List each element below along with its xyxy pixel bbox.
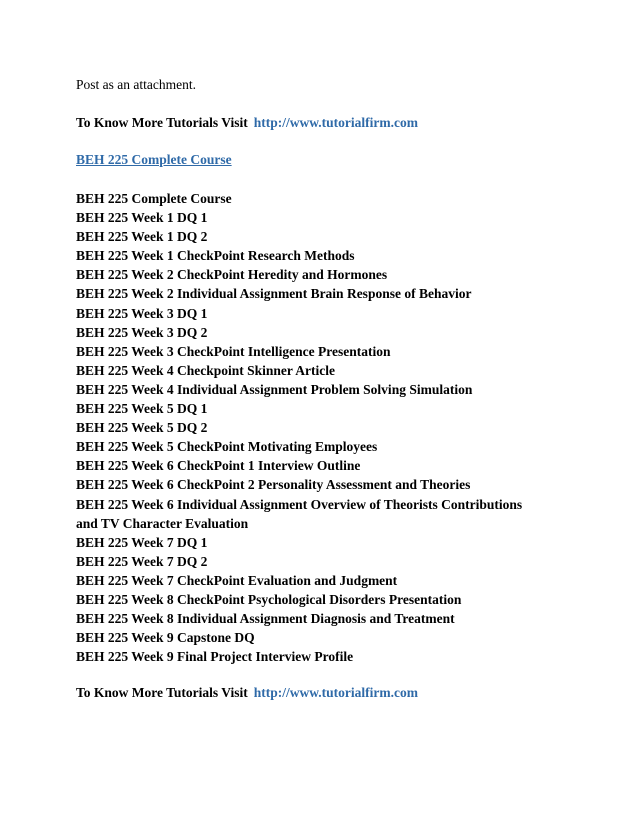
course-list-item: BEH 225 Week 1 CheckPoint Research Methods — [76, 248, 355, 264]
course-list-item: BEH 225 Week 7 DQ 1 — [76, 534, 208, 550]
course-list-item: BEH 225 Week 2 CheckPoint Heredity and Hormones — [76, 267, 388, 283]
course-list — [76, 189, 576, 666]
course-list-item: BEH 225 Week 7 DQ 2 — [76, 553, 208, 569]
course-list-item: BEH 225 Week 5 DQ 1 — [76, 401, 208, 417]
course-list-item: BEH 225 Week 9 Final Project Interview Profile — [76, 649, 354, 665]
website-link[interactable]: http://www.tutorialfirm.com — [253, 115, 419, 130]
course-list-item: BEH 225 Week 3 CheckPoint Intelligence Presentation — [76, 343, 391, 359]
promo-line-bottom — [76, 684, 576, 702]
course-list-item: BEH 225 Week 5 CheckPoint Motivating Employees — [76, 439, 378, 455]
course-list-item: BEH 225 Week 6 CheckPoint 1 Interview Outline — [76, 458, 361, 474]
promo-line-top — [76, 114, 576, 132]
course-list-item: BEH 225 Week 6 CheckPoint 2 Personality Assessment and Theories — [76, 477, 471, 493]
course-link[interactable]: BEH 225 Complete Course — [76, 152, 232, 167]
course-list-item: BEH 225 Complete Course — [76, 191, 232, 206]
course-list-item: and TV Character Evaluation — [76, 515, 249, 531]
course-list-item: BEH 225 Week 9 Capstone DQ — [76, 630, 255, 646]
course-list-item: BEH 225 Week 7 CheckPoint Evaluation and Judgment — [76, 572, 398, 588]
course-list-item: BEH 225 Week 8 Individual Assignment Diagnosis and Treatment — [76, 611, 455, 627]
course-list-item: BEH 225 Week 3 DQ 2 — [76, 324, 208, 340]
course-list-item: BEH 225 Week 3 DQ 1 — [76, 305, 208, 321]
course-list-item: BEH 225 Week 5 DQ 2 — [76, 420, 208, 436]
website-link[interactable]: http://www.tutorialfirm.com — [253, 685, 419, 701]
document-content — [76, 76, 576, 702]
promo-label: To Know More Tutorials Visit — [76, 115, 248, 130]
intro-text: Post as an attachment. — [76, 77, 196, 92]
course-list-item: BEH 225 Week 4 Checkpoint Skinner Article — [76, 362, 336, 378]
course-list-item: BEH 225 Week 8 CheckPoint Psychological Disorders Presentation — [76, 591, 462, 607]
course-list-item: BEH 225 Week 4 Individual Assignment Problem Solving Simulation — [76, 381, 473, 397]
course-list-item: BEH 225 Week 6 Individual Assignment Overview of Theorists Contributions — [76, 496, 523, 512]
course-list-item: BEH 225 Week 1 DQ 1 — [76, 210, 208, 226]
course-list-item: BEH 225 Week 2 Individual Assignment Brain Response of Behavior — [76, 286, 472, 302]
course-list-item: BEH 225 Week 1 DQ 2 — [76, 229, 208, 245]
promo-label: To Know More Tutorials Visit — [76, 685, 248, 701]
